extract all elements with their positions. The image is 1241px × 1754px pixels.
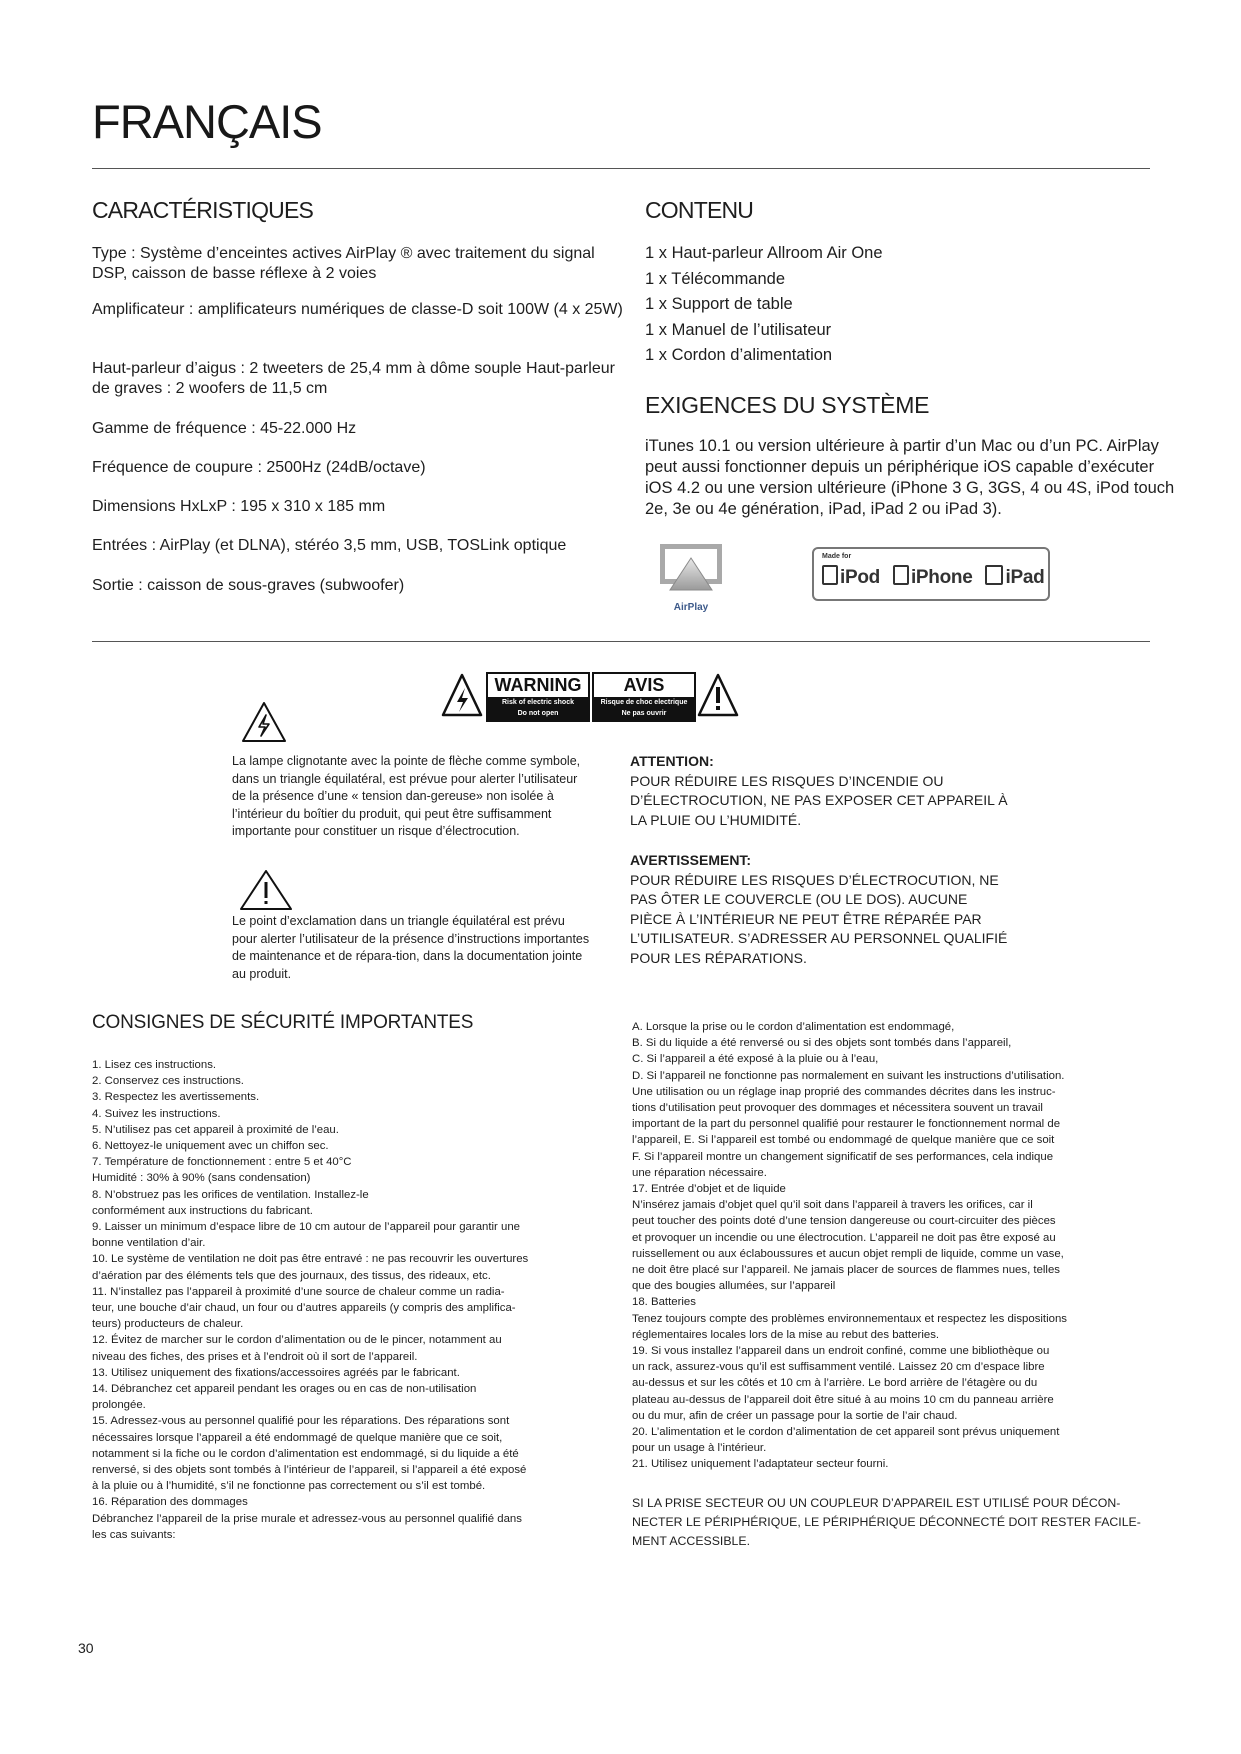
- lightning-triangle-icon: [240, 700, 288, 744]
- attention-label: ATTENTION:: [630, 753, 714, 769]
- avertissement-block: [630, 851, 1010, 968]
- warning-banner: [440, 672, 726, 720]
- exclamation-warning-icon: [696, 672, 740, 718]
- page-title: FRANÇAIS: [92, 95, 322, 148]
- lightning-symbol-text: La lampe clignotante avec la pointe de flèche comme symbole, dans un triangle équilatéral, est prévue pour alerter l’utilisateur de la présence d’une « tension dan-gereuse» non isolée à l’intérieur du boîtier du produit, qui peut être suffisamment importante pour constituer un risque d’électrocution.: [232, 754, 581, 839]
- safety-right-text: A. Lorsque la prise ou le cordon d’alimentation est endommagé, B. Si du liquide a été renversé ou si des objets sont tombés dans l’appareil, C. Si l’appareil a été exposé à la pluie ou à l’eau, D. Si l’appareil ne fonctionne pas normalement en suivant les instructions d’utilisation. Une utilisation ou un réglage inap proprié des commandes décrites dans les instruc- tions d’utilisation peut provoquer des dommages et nécessitera souvent un travail important de la part du personnel qualifié pour restaurer le fonctionnement normal de l’appareil, E. Si l’appareil est tombé ou endommagé de quelque manière que ce soit F. Si l’appareil montre un changement significatif de ses performances, cela indique une réparation nécessaire. 17. Entrée d’objet et de liquide N’insérez jamais d’objet quel qu’il soit dans l’appareil à travers les orifices, car il peut toucher des points doté d’une tension dangereuse ou court-circuiter des pièces et provoquer un incendie ou une électrocution. L’appareil ne doit pas être exposé au ruissellement ou aux éclaboussures et aucun objet rempli de liquide, comme un vase, ne doit être placé sur l’appareil. Ne jamais placer de sources de flammes nues, telles que des bougies allumées, sur l’appareil 18. Batteries Tenez toujours compte des problèmes environnementaux et respectez les dispositions réglementaires locales lors de la mise au rebut des batteries. 19. Si vous installez l’appareil dans un endroit confiné, comme une bibliothèque ou un rack, assurez-vous qu’il est suffisamment ventilé. Laissez 20 cm d’espace libre au-dessus et sur les côtés et 10 cm à l’arrière. Le bord arrière de l’étagère ou du plateau au-dessus de l’appareil doit être situé à au moins 10 cm du panneau arrière ou du mur, afin de créer un passage pour la sortie de l’air chaud. 20. L’alimentation et le cordon d’alimentation de cet appareil sont prévus uniquement pour un usage à l’intérieur. 21. Utilisez uniquement l’adaptateur secteur fourni.: [632, 1021, 1067, 1471]
- safety-list-right: [632, 1019, 1152, 1473]
- avis-title: AVIS: [623, 675, 665, 695]
- contents-item: 1 x Télécommande: [645, 269, 786, 288]
- iphone-label: iPhone: [910, 567, 973, 588]
- contents-list: [645, 241, 883, 369]
- feature-item: Gamme de fréquence : 45-22.000 Hz: [92, 420, 357, 437]
- feature-item: Entrées : AirPlay (et DLNA), stéréo 3,5 mm, USB, TOSLink optique: [92, 537, 567, 554]
- contents-item: 1 x Manuel de l’utilisateur: [645, 320, 832, 339]
- feature-item: Amplificateur : amplificateurs numériques de classe-D soit 100W (4 x 25W): [92, 301, 623, 318]
- attention-text: POUR RÉDUIRE LES RISQUES D’INCENDIE OU D’ÉLECTROCUTION, NE PAS EXPOSER CET APPAREIL À LA PLUIE OU L’HUMIDITÉ.: [630, 772, 1008, 828]
- warning-title: WARNING: [494, 675, 582, 695]
- electric-shock-warning-icon: [440, 672, 484, 718]
- ipad-label: iPad: [1005, 567, 1045, 588]
- avis-sub-line: Ne pas ouvrir: [621, 710, 667, 717]
- exclamation-triangle-icon: [238, 868, 294, 912]
- contents-item: 1 x Haut-parleur Allroom Air One: [645, 244, 883, 262]
- ipod-icon: [822, 565, 838, 585]
- attention-block: [630, 752, 1010, 830]
- avertissement-text: POUR RÉDUIRE LES RISQUES D’ÉLECTROCUTION, NE PAS ÔTER LE COUVERCLE (OU LE DOS). AUCUNE PIÈCE À L’INTÉRIEUR NE PEUT ÊTRE RÉPARÉE PAR L’UTILISATEUR. S’ADRESSER AU PERSONNEL QUALIFIÉ POUR LES RÉPARATIONS.: [630, 871, 1008, 966]
- section-divider: [92, 641, 1150, 642]
- made-for-devices: [822, 565, 1044, 589]
- feature-item: Type : Système d’enceintes actives AirPlay ® avec traitement du signal DSP, caisson de basse réflexe à 2 voies: [92, 245, 595, 282]
- avis-subtitle: [594, 697, 694, 720]
- warning-sub-line: Risk of electric shock: [502, 699, 574, 706]
- warning-box: [486, 672, 590, 722]
- title-divider: [92, 168, 1150, 169]
- avertissement-label: AVERTISSEMENT:: [630, 852, 752, 868]
- ipad-icon: [985, 565, 1003, 585]
- feature-item: Dimensions HxLxP : 195 x 310 x 185 mm: [92, 498, 386, 515]
- iphone-icon: [893, 565, 909, 585]
- made-for-badge: [812, 547, 1050, 601]
- page-number: 30: [78, 1640, 94, 1656]
- warning-sub-line: Do not open: [517, 710, 559, 717]
- airplay-label: AirPlay: [673, 602, 709, 613]
- feature-item: Sortie : caisson de sous-graves (subwoofer): [92, 577, 405, 594]
- feature-item: Haut-parleur d’aigus : 2 tweeters de 25,4 mm à dôme souple Haut-parleur de graves : 2 woofers de 11,5 cm: [92, 360, 615, 397]
- avis-box: [592, 672, 696, 722]
- made-for-label: Made for: [822, 553, 852, 560]
- safety-left-text: 1. Lisez ces instructions. 2. Conservez ces instructions. 3. Respectez les avertissements. 4. Suivez les instructions. 5. N’utilisez pas cet appareil à proximité de l’eau. 6. Nettoyez-le uniquement avec un chiffon sec. 7. Température de fonctionnement : entre 5 et 40°C Humidité : 30% à 90% (sans condensation) 8. N’obstruez pas les orifices de ventilation. Installez-le conformément aux instructions du fabricant. 9. Laisser un minimum d’espace libre de 10 cm autour de l’appareil pour garantir une bonne ventilation d’air. 10. Le système de ventilation ne doit pas être entravé : ne pas recouvrir les ouvertures d’aération par des éléments tels que des journaux, des tissus, des rideaux, etc. 11. N’installez pas l’appareil à proximité d’une source de chaleur comme un radia- teur, une bouche d’air chaud, un four ou d’autres appareils (y compris des amplifica- teurs) producteurs de chaleur. 12. Évitez de marcher sur le cordon d’alimentation ou de le pincer, notamment au niveau des fiches, des prises et à l’endroit où il sort de l’appareil. 13. Utilisez uniquement des fixations/accessoires agréés par le fabricant. 14. Débranchez cet appareil pendant les orages ou en cas de non-utilisation prolongée. 15. Adressez-vous au personnel qualifié pour les réparations. Des réparations sont nécessaires lorsque l’appareil a été endommagé de quelque manière que ce soit, notamment si la fiche ou le cordon d’alimentation est endommagé, si du liquide a été renversé, si des objets sont tombés à l’intérieur de l’appareil, si l’appareil a été exposé à la pluie ou à l’humidité, s’il ne fonctionne pas correctement ou s’il est tombé. 16. Réparation des dommages Débranchez l’appareil de la prise murale et adressez-vous au personnel qualifié dans les cas suivants:: [92, 1059, 529, 1541]
- avis-sub-line: Risque de choc electrique: [600, 699, 688, 706]
- airplay-logo: [654, 540, 728, 616]
- system-text: iTunes 10.1 ou version ultérieure à partir d’un Mac ou d’un PC. AirPlay peut aussi fonctionner depuis un périphérique iOS capable d’exécuter iOS 4.2 ou une version ultérieure (iPhone 3 G, 3GS, 4 ou 4S, iPod touch 2e, 3e ou 4e génération, iPad, iPad 2 ou iPad 3).: [645, 437, 1175, 518]
- contents-item: 1 x Cordon d’alimentation: [645, 346, 833, 364]
- exclamation-symbol-text: Le point d’exclamation dans un triangle équilatéral est prévu pour alerter l’utilisateur de la présence d’instructions importantes de maintenance et de répara-tion, dans la documentation jointe au produit.: [232, 914, 590, 981]
- system-heading: EXIGENCES DU SYSTÈME: [645, 392, 930, 418]
- contents-heading: CONTENU: [645, 197, 754, 223]
- contents-item: 1 x Support de table: [645, 295, 793, 313]
- features-heading: CARACTÉRISTIQUES: [92, 197, 314, 223]
- safety-list-left: [92, 1057, 622, 1543]
- ipod-label: iPod: [840, 567, 880, 588]
- disconnect-note-text: SI LA PRISE SECTEUR OU UN COUPLEUR D’APPAREIL EST UTILISÉ POUR DÉCON- NECTER LE PÉRIPHÉRIQUE, LE PÉRIPHÉRIQUE DÉCONNECTÉ DOIT RESTER FACILE- MENT ACCESSIBLE.: [632, 1496, 1141, 1548]
- feature-item: Fréquence de coupure : 2500Hz (24dB/octave): [92, 459, 426, 476]
- airplay-icon: [654, 540, 728, 600]
- safety-heading: CONSIGNES DE SÉCURITÉ IMPORTANTES: [92, 1012, 474, 1033]
- disconnect-note: [632, 1494, 1152, 1551]
- warning-subtitle: [488, 697, 588, 720]
